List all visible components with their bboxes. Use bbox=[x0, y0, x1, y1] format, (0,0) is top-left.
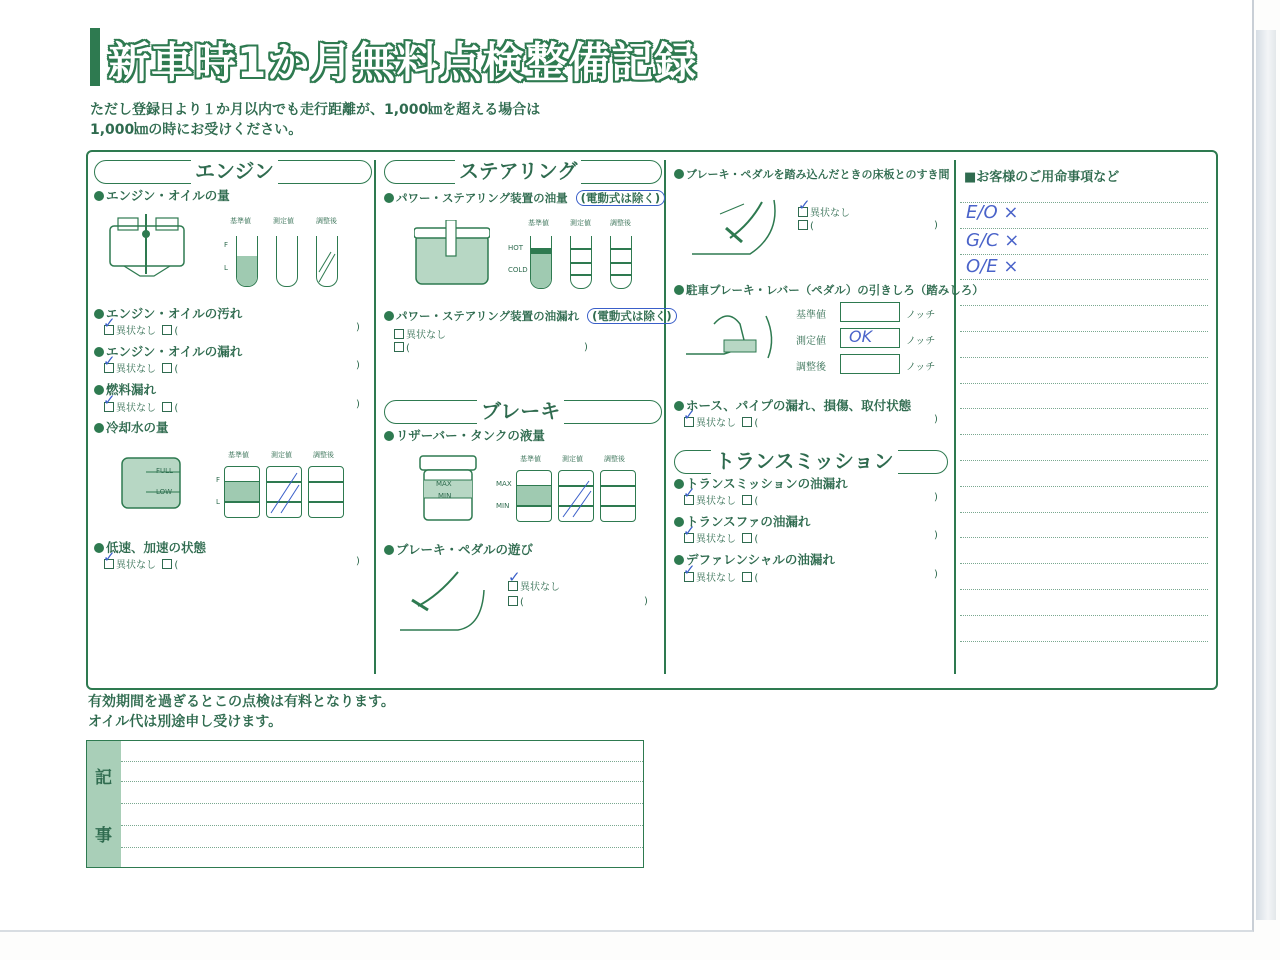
notes-ruling-line bbox=[960, 512, 1208, 513]
brake-gauge-standard bbox=[516, 470, 552, 522]
tm-leak-item bbox=[674, 474, 848, 492]
engine-oil-tube-measured bbox=[276, 236, 298, 287]
check-mark-icon: ✓ bbox=[683, 484, 696, 502]
column-divider-3 bbox=[954, 160, 956, 674]
hose-item bbox=[674, 396, 911, 414]
parking-std-label: 基準値 bbox=[796, 310, 826, 321]
other-checkbox[interactable] bbox=[162, 363, 172, 373]
other-checkbox[interactable] bbox=[742, 495, 752, 505]
remarks-side-label bbox=[87, 741, 121, 867]
engine-oil-level-label: エンジン・オイルの量 bbox=[106, 188, 230, 203]
title-accent-bar bbox=[90, 28, 100, 86]
paren-close: ) bbox=[644, 596, 648, 607]
engine-gauge-l: L bbox=[224, 264, 228, 272]
ps-level-label: パワー・ステアリング装置の油量 bbox=[396, 191, 568, 205]
coolant-gauge-col-std: 基準値 bbox=[228, 451, 249, 459]
parking-brake-item bbox=[674, 282, 984, 298]
pedal-clearance-item bbox=[674, 166, 950, 182]
parking-meas-box[interactable] bbox=[840, 328, 900, 348]
notes-ruling-line bbox=[960, 357, 1208, 358]
engine-oil-dirt-item bbox=[94, 304, 242, 322]
ok-label: 異状なし bbox=[116, 364, 156, 375]
brake-section-header bbox=[384, 400, 662, 424]
remarks-char-1: 記 bbox=[95, 768, 112, 788]
brake-gauge-col-meas: 測定値 bbox=[562, 455, 583, 463]
bullet-icon bbox=[384, 545, 394, 555]
engine-gauge-col-std: 基準値 bbox=[230, 217, 251, 225]
check-mark-icon: ✓ bbox=[103, 548, 116, 566]
electric-exclusion-note: (電動式は除く) bbox=[576, 190, 666, 206]
parking-adj-label: 調整後 bbox=[796, 362, 826, 373]
coolant-gauge-measured bbox=[266, 466, 302, 518]
coolant-level-item bbox=[94, 418, 169, 436]
notes-ruling-line bbox=[960, 563, 1208, 564]
ok-label: 異状なし bbox=[810, 208, 850, 219]
handwritten-note-1: E/O × bbox=[966, 202, 1019, 223]
paren-close: ) bbox=[356, 556, 360, 567]
ps-gauge-col-std: 基準値 bbox=[528, 219, 549, 227]
engine-section-title: エンジン bbox=[191, 155, 278, 184]
notes-ruling-line bbox=[960, 589, 1208, 590]
coolant-reservoir-illustration bbox=[120, 452, 182, 512]
diff-leak-item bbox=[674, 550, 835, 568]
brake-gauge-min: MIN bbox=[496, 502, 510, 510]
engine-gauge-col-meas: 測定値 bbox=[273, 217, 294, 225]
check-mark-icon: ✓ bbox=[103, 314, 116, 332]
paren-close: ) bbox=[934, 569, 938, 580]
column-divider-2 bbox=[664, 160, 666, 674]
hose-label: ホース、パイプの漏れ、損傷、取付状態 bbox=[686, 398, 912, 413]
notes-ruling-line bbox=[960, 641, 1208, 642]
ps-cold-label: COLD bbox=[508, 266, 528, 274]
ps-leak-label: パワー・ステアリング装置の油漏れ bbox=[396, 309, 580, 323]
notch-label-3: ノッチ bbox=[906, 362, 936, 373]
remarks-line bbox=[121, 781, 643, 782]
pedal-clearance-illustration bbox=[690, 194, 786, 258]
paren-close: ) bbox=[584, 342, 588, 353]
coolant-gauge-adjusted bbox=[308, 466, 344, 518]
other-checkbox[interactable] bbox=[162, 325, 172, 335]
notch-label-1: ノッチ bbox=[906, 310, 936, 321]
ok-label: 異状なし bbox=[520, 582, 560, 593]
coolant-gauge-standard bbox=[224, 466, 260, 518]
notes-ruling-line bbox=[960, 486, 1208, 487]
pedal-play-label: ブレーキ・ペダルの遊び bbox=[396, 542, 534, 557]
subtitle bbox=[90, 100, 540, 140]
ok-label: 異状なし bbox=[116, 403, 156, 414]
pedal-clearance-label: ブレーキ・ペダルを踏み込んだときの床板とのすき間 bbox=[686, 168, 950, 181]
check-mark-icon: ✓ bbox=[798, 196, 811, 214]
bullet-icon bbox=[674, 285, 684, 295]
reservoir-min-inline: MIN bbox=[438, 492, 452, 500]
paren-open: ( bbox=[754, 496, 759, 507]
low-speed-label: 低速、加速の状態 bbox=[106, 540, 207, 555]
notes-ruling-line bbox=[960, 383, 1208, 384]
brake-reservoir-illustration bbox=[416, 454, 480, 524]
electric-exclusion-note: (電動式は除く) bbox=[587, 308, 677, 324]
paren-close: ) bbox=[356, 360, 360, 371]
ps-tube-standard bbox=[530, 236, 552, 289]
pedal-play-other-row bbox=[508, 596, 524, 608]
coolant-gauge-l: L bbox=[216, 498, 220, 506]
brake-gauge-measured bbox=[558, 470, 594, 522]
column-divider-1 bbox=[374, 160, 376, 674]
bullet-icon bbox=[674, 169, 684, 179]
remarks-line bbox=[121, 761, 643, 762]
paren-open: ( bbox=[174, 560, 179, 571]
ps-reservoir-illustration bbox=[414, 220, 490, 286]
notes-ruling-line bbox=[960, 434, 1208, 435]
paren-open: ( bbox=[174, 403, 179, 414]
check-mark-icon: ✓ bbox=[103, 352, 116, 370]
reservoir-level-label: リザーバー・タンクの液量 bbox=[396, 428, 545, 443]
notes-ruling-line bbox=[960, 305, 1208, 306]
engine-section-header bbox=[94, 160, 372, 184]
fuel-leak-label: 燃料漏れ bbox=[106, 382, 157, 397]
remarks-char-2: 事 bbox=[95, 826, 112, 846]
other-checkbox[interactable] bbox=[162, 559, 172, 569]
engine-oil-leak-label: エンジン・オイルの漏れ bbox=[106, 344, 243, 359]
brake-gauge-max: MAX bbox=[496, 480, 512, 488]
remarks-line bbox=[121, 825, 643, 826]
paren-open: ( bbox=[754, 534, 759, 545]
engine-oil-level-item bbox=[94, 186, 230, 204]
subtitle-line-1: ただし登録日より１か月以内でも走行距離が、1,000㎞を超える場合は bbox=[90, 102, 541, 118]
ok-label: 異状なし bbox=[696, 534, 736, 545]
pedal-clearance-other-row bbox=[798, 220, 814, 232]
paren-open: ( bbox=[754, 418, 759, 429]
transmission-section-title: トランスミッション bbox=[711, 445, 898, 474]
ps-leak-ok-row bbox=[394, 326, 446, 341]
paren-open: ( bbox=[520, 597, 524, 608]
steering-section-header bbox=[384, 160, 662, 184]
ok-checkbox[interactable] bbox=[394, 329, 404, 339]
ok-label: 異状なし bbox=[406, 330, 446, 341]
notes-ruling-line bbox=[960, 460, 1208, 461]
coolant-level-label: 冷却水の量 bbox=[106, 420, 169, 435]
engine-oil-leak-item bbox=[94, 342, 242, 360]
parking-meas-label: 測定値 bbox=[796, 336, 826, 347]
ps-leak-other-row bbox=[394, 342, 410, 354]
bullet-icon bbox=[94, 191, 104, 201]
parking-meas-handwritten: OK bbox=[849, 327, 873, 346]
parking-brake-label: 駐車ブレーキ・レバー（ペダル）の引きしろ（踏みしろ） bbox=[686, 283, 984, 297]
notes-ruling-line bbox=[960, 537, 1208, 538]
electric-note-text: 電動式は除く bbox=[585, 191, 655, 205]
bullet-icon bbox=[384, 193, 394, 203]
diff-leak-label: デファレンシャルの油漏れ bbox=[686, 552, 835, 567]
ok-label: 異状なし bbox=[116, 326, 156, 337]
notes-ruling-line bbox=[960, 279, 1208, 280]
paren-open: ( bbox=[174, 364, 179, 375]
engine-oil-dirt-label: エンジン・オイルの汚れ bbox=[106, 306, 243, 321]
paren-close: ) bbox=[934, 220, 938, 231]
ok-label: 異状なし bbox=[696, 418, 736, 429]
ok-label: 異状なし bbox=[696, 573, 736, 584]
ps-tube-measured bbox=[570, 236, 592, 289]
check-mark-icon: ✓ bbox=[683, 522, 696, 540]
other-checkbox[interactable] bbox=[162, 402, 172, 412]
tm-leak-label: トランスミッションの油漏れ bbox=[686, 476, 848, 491]
ps-gauge-col-meas: 測定値 bbox=[570, 219, 591, 227]
other-checkbox[interactable] bbox=[798, 220, 808, 230]
handwritten-note-2: G/C × bbox=[966, 230, 1020, 251]
check-mark-icon: ✓ bbox=[103, 391, 116, 409]
brake-section-title: ブレーキ bbox=[477, 395, 564, 424]
engine-illustration bbox=[104, 212, 194, 280]
other-checkbox[interactable] bbox=[742, 572, 752, 582]
paren-open: ( bbox=[810, 221, 814, 232]
ps-leak-item bbox=[384, 308, 677, 324]
parking-adj-box[interactable] bbox=[840, 354, 900, 374]
check-mark-icon: ✓ bbox=[508, 568, 521, 586]
parking-brake-illustration bbox=[684, 304, 780, 370]
check-mark-icon: ✓ bbox=[683, 561, 696, 579]
engine-gauge-f: F bbox=[224, 241, 229, 249]
coolant-low-label: LOW bbox=[156, 488, 173, 496]
ps-hot-label: HOT bbox=[508, 244, 524, 252]
bullet-icon bbox=[94, 423, 104, 433]
remarks-box[interactable] bbox=[86, 740, 644, 868]
other-checkbox[interactable] bbox=[394, 342, 404, 352]
paren-close: ) bbox=[356, 399, 360, 410]
pedal-play-item bbox=[384, 540, 533, 558]
coolant-gauge-col-adj: 調整後 bbox=[313, 451, 334, 459]
pedal-play-illustration bbox=[398, 566, 488, 632]
check-mark-icon: ✓ bbox=[683, 406, 696, 424]
paren-open: ( bbox=[754, 573, 759, 584]
footer-line-1: 有効期間を過ぎるとこの点検は有料となります。 bbox=[88, 694, 395, 710]
customer-notes-header: ■お客様のご用命事項など bbox=[964, 170, 1120, 185]
notes-ruling-line bbox=[960, 228, 1208, 229]
electric-note-text: 電動式は除く bbox=[597, 309, 667, 323]
reservoir-max-inline: MAX bbox=[436, 480, 452, 488]
reservoir-level-item bbox=[384, 426, 545, 444]
footer-line-2: オイル代は別途申し受けます。 bbox=[88, 714, 283, 730]
coolant-gauge-col-meas: 測定値 bbox=[271, 451, 292, 459]
steering-section-title: ステアリング bbox=[455, 155, 581, 184]
engine-oil-tube-standard bbox=[236, 236, 258, 287]
paren-open: ( bbox=[406, 343, 410, 354]
page-title: 新車時1か月無料点検整備記録 bbox=[108, 38, 698, 87]
paren-close: ) bbox=[934, 414, 938, 425]
bullet-icon bbox=[384, 311, 394, 321]
parking-std-box[interactable] bbox=[840, 302, 900, 322]
other-checkbox[interactable] bbox=[742, 417, 752, 427]
brake-gauge-col-std: 基準値 bbox=[520, 455, 541, 463]
ps-gauge-col-adj: 調整後 bbox=[610, 219, 631, 227]
ok-label: 異状なし bbox=[696, 496, 736, 507]
handwritten-note-3: O/E × bbox=[966, 256, 1019, 277]
engine-oil-tube-adjusted bbox=[316, 236, 338, 287]
transmission-section-header bbox=[674, 450, 948, 474]
notes-ruling-line bbox=[960, 331, 1208, 332]
remarks-line bbox=[121, 847, 643, 848]
notes-ruling-line bbox=[960, 408, 1208, 409]
notes-ruling-line bbox=[960, 254, 1208, 255]
paren-close: ) bbox=[934, 492, 938, 503]
subtitle-line-2: 1,000㎞の時にお受けください。 bbox=[90, 122, 303, 138]
notch-label-2: ノッチ bbox=[906, 336, 936, 347]
paren-close: ) bbox=[934, 530, 938, 541]
other-checkbox[interactable] bbox=[508, 596, 518, 606]
paren-close: ) bbox=[356, 322, 360, 333]
brake-gauge-adjusted bbox=[600, 470, 636, 522]
bullet-icon bbox=[384, 431, 394, 441]
brake-gauge-col-adj: 調整後 bbox=[604, 455, 625, 463]
tf-leak-label: トランスファの油漏れ bbox=[686, 514, 811, 529]
ps-level-item bbox=[384, 190, 665, 206]
footer-notice bbox=[88, 692, 395, 732]
paren-open: ( bbox=[174, 326, 179, 337]
remarks-line bbox=[121, 803, 643, 804]
engine-gauge-col-adj: 調整後 bbox=[316, 217, 337, 225]
other-checkbox[interactable] bbox=[742, 533, 752, 543]
ok-label: 異状なし bbox=[116, 560, 156, 571]
coolant-gauge-f: F bbox=[216, 476, 221, 484]
ps-tube-adjusted bbox=[610, 236, 632, 289]
page-binding bbox=[1256, 30, 1276, 920]
notes-ruling-line bbox=[960, 615, 1208, 616]
coolant-full-label: FULL bbox=[156, 467, 173, 475]
